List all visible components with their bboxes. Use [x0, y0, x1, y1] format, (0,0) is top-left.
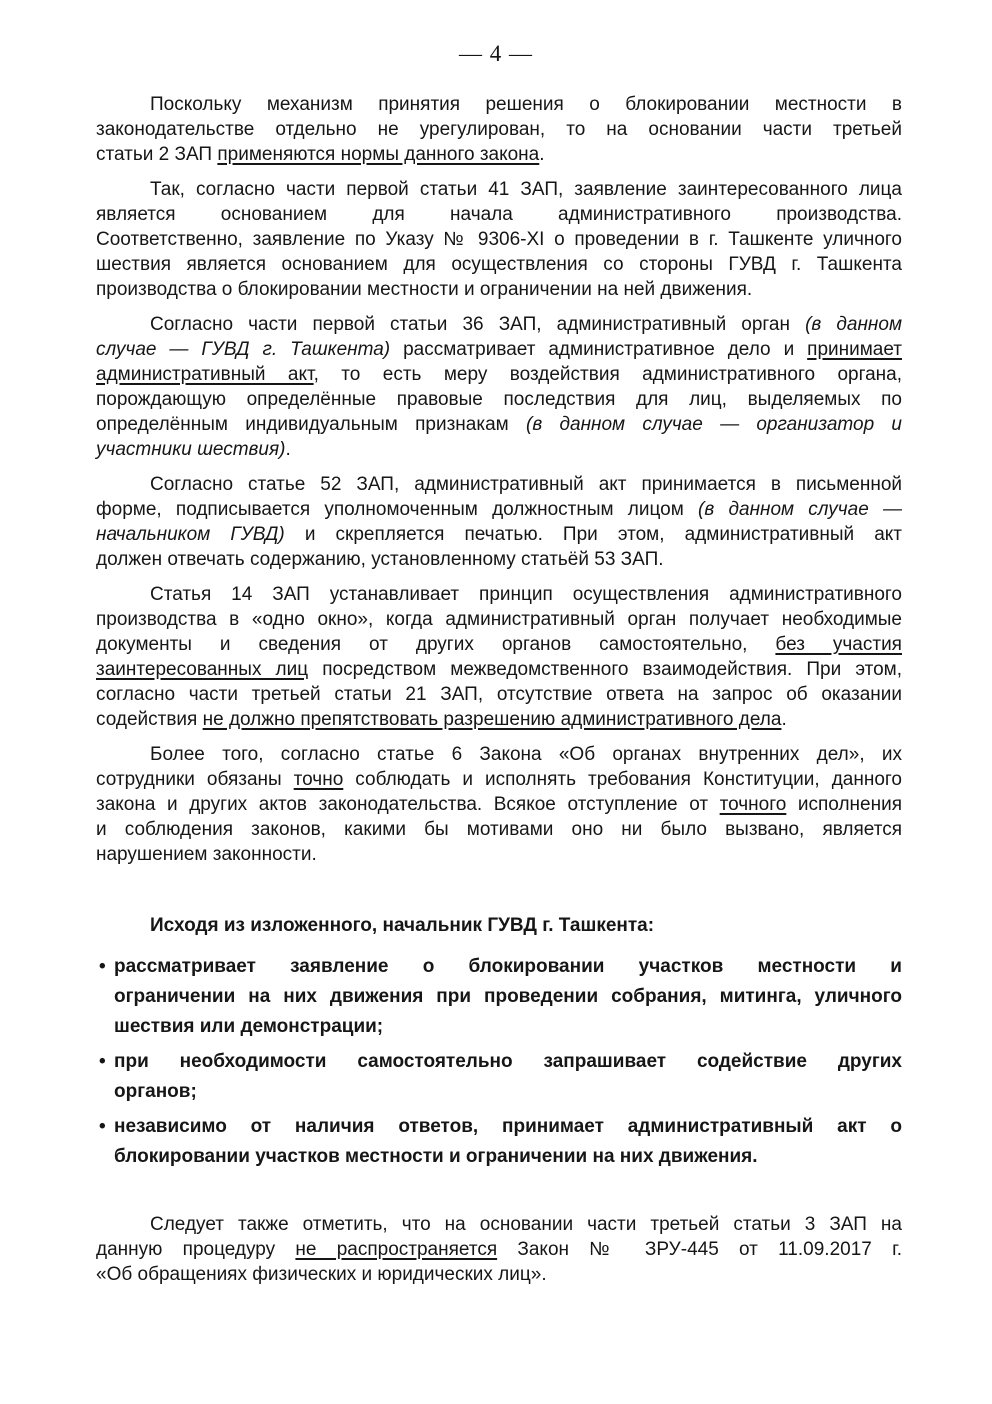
text-run: порождающую определённые правовые последствия для лиц, выделяемых по	[96, 389, 902, 410]
text-run: рассматривает административное дело и	[390, 339, 808, 360]
italic-text: участники шествия)	[96, 439, 286, 460]
text-run: документы и сведения от других органов самостоятельно,	[96, 634, 776, 655]
text-run: независимо от наличия ответов, принимает административный акт о	[114, 1116, 902, 1137]
text-line	[96, 202, 902, 227]
text-run: нарушением законности.	[96, 844, 317, 865]
text-run: Поскольку механизм принятия решения о блокировании местности в	[150, 94, 902, 115]
text-run: форме, подписывается уполномоченным должностным лицом	[96, 499, 699, 520]
text-run: .	[539, 144, 545, 165]
bullet-item	[96, 952, 902, 1042]
underlined-text: принимает	[807, 339, 902, 360]
text-run: Так, согласно части первой статьи 41 ЗАП, заявление заинтересованного лица	[150, 179, 902, 200]
paragraph	[96, 582, 902, 732]
bullet-marker-icon: •	[99, 956, 106, 977]
text-run: исполнения	[786, 794, 902, 815]
text-run: производства в «одно окно», когда административный орган получает необходимые	[96, 609, 902, 630]
paragraph	[96, 472, 902, 572]
text-line	[114, 1077, 902, 1107]
text-line	[96, 632, 902, 657]
text-line	[96, 177, 902, 202]
text-line	[96, 497, 902, 522]
text-line	[96, 842, 902, 867]
text-run: сотрудники обязаны	[96, 769, 294, 790]
text-line	[96, 1262, 902, 1287]
text-line	[96, 277, 902, 302]
text-run: закона и других актов законодательства. Всякое отступление от	[96, 794, 720, 815]
bullet-marker-icon: •	[99, 1116, 106, 1137]
text-run: .	[285, 439, 291, 460]
text-line	[96, 437, 902, 462]
italic-text: случае — ГУВД г. Ташкента)	[96, 339, 391, 360]
text-run: «Об обращениях физических и юридических лиц».	[96, 1264, 547, 1285]
text-run: при необходимости самостоятельно запрашивает содействие других	[114, 1051, 902, 1072]
paragraph	[96, 92, 902, 167]
text-run: соблюдать и исполнять требования Конституции, данного	[343, 769, 902, 790]
text-line	[96, 742, 902, 767]
text-run: должен отвечать содержанию, установленному статьёй 53 ЗАП.	[96, 549, 664, 570]
text-line	[96, 607, 902, 632]
text-line	[114, 982, 902, 1012]
italic-text: (в данном случае — организатор и	[526, 414, 902, 435]
text-run: Согласно статье 52 ЗАП, административный акт принимается в письменной	[150, 474, 902, 495]
section-heading	[96, 913, 902, 938]
italic-text: начальником ГУВД)	[96, 524, 285, 545]
text-run: и скрепляется печатью. При этом, административный акт	[284, 524, 903, 545]
text-line	[96, 252, 902, 277]
text-run: блокировании участков местности и ограничении на них движения.	[114, 1146, 758, 1167]
text-run: .	[781, 709, 787, 730]
text-run: органов;	[114, 1081, 197, 1102]
underlined-text: точно	[293, 769, 344, 790]
text-line	[96, 117, 902, 142]
text-line	[96, 1237, 902, 1262]
text-line	[114, 1142, 902, 1172]
text-line	[96, 817, 902, 842]
text-line	[114, 952, 902, 982]
text-line	[96, 227, 902, 252]
underlined-text: административный акт	[96, 364, 314, 385]
text-run: производства о блокировании местности и ограничении на ней движения.	[96, 279, 753, 300]
text-run: шествия или демонстрации;	[114, 1016, 384, 1037]
text-line	[96, 387, 902, 412]
text-run: Следует также отметить, что на основании части третьей статьи 3 ЗАП на	[150, 1214, 902, 1235]
text-line	[96, 92, 902, 117]
text-run: Более того, согласно статье 6 Закона «Об органах внутренних дел», их	[150, 744, 902, 765]
text-run: посредством межведомственного взаимодействия. При этом,	[308, 659, 903, 680]
underlined-text: не должно препятствовать разрешению административного дела	[202, 709, 782, 730]
italic-text: (в данном	[805, 314, 902, 335]
text-line	[96, 522, 902, 547]
text-run: рассматривает заявление о блокировании участков местности и	[114, 956, 902, 977]
text-run: законодательстве отдельно не урегулирован, то на основании части третьей	[96, 119, 902, 140]
underlined-text: не распространяется	[295, 1239, 498, 1260]
paragraph	[96, 742, 902, 867]
paragraph	[96, 1212, 902, 1287]
bullet-item	[96, 1112, 902, 1172]
text-line	[96, 792, 902, 817]
text-run: данную процедуру	[96, 1239, 296, 1260]
text-run: содействия	[96, 709, 203, 730]
text-run: статьи 2 ЗАП	[96, 144, 218, 165]
text-line	[96, 362, 902, 387]
paragraph	[96, 312, 902, 462]
bullet-item	[96, 1047, 902, 1107]
text-line	[96, 312, 902, 337]
underlined-text: точного	[719, 794, 787, 815]
text-line	[96, 582, 902, 607]
text-run: Согласно части первой статьи 36 ЗАП, административный орган	[150, 314, 806, 335]
page-number: — 4 —	[459, 41, 533, 66]
text-line	[96, 472, 902, 497]
text-line	[96, 547, 902, 572]
italic-text: (в данном случае —	[698, 499, 903, 520]
document-body	[96, 92, 902, 1287]
text-run: Закон № ЗРУ-445 от 11.09.2017 г.	[497, 1239, 902, 1260]
text-run: согласно части третьей статьи 21 ЗАП, отсутствие ответа на запрос об оказании	[96, 684, 902, 705]
underlined-text: применяются нормы данного закона	[217, 144, 540, 165]
text-line	[96, 913, 902, 938]
text-line	[96, 1212, 902, 1237]
text-run: , то есть меру воздействия административного органа,	[313, 364, 902, 385]
text-line	[114, 1012, 902, 1042]
text-line	[114, 1047, 902, 1077]
text-run: Статья 14 ЗАП устанавливает принцип осуществления административного	[150, 584, 902, 605]
text-run: Соответственно, заявление по Указу № 9306-XI о проведении в г. Ташкенте уличного	[96, 229, 902, 250]
text-line	[96, 707, 902, 732]
underlined-text: без участия	[775, 634, 902, 655]
text-run: определённым индивидуальным признакам	[96, 414, 526, 435]
text-line	[96, 682, 902, 707]
text-line	[96, 767, 902, 792]
text-line	[96, 142, 902, 167]
text-line	[96, 412, 902, 437]
text-run: является основанием для начала административного производства.	[96, 204, 902, 225]
text-line	[114, 1112, 902, 1142]
text-run: и соблюдения законов, какими бы мотивами оно ни было вызвано, является	[96, 819, 902, 840]
text-run: ограничении на них движения при проведении собрания, митинга, уличного	[114, 986, 902, 1007]
underlined-text: заинтересованных лиц	[96, 659, 309, 680]
bullet-marker-icon: •	[99, 1051, 106, 1072]
text-line	[96, 337, 902, 362]
text-run: шествия является основанием для осуществления со стороны ГУВД г. Ташкента	[96, 254, 902, 275]
text-line	[96, 657, 902, 682]
text-run: Исходя из изложенного, начальник ГУВД г. Ташкента:	[150, 915, 655, 936]
paragraph	[96, 177, 902, 302]
